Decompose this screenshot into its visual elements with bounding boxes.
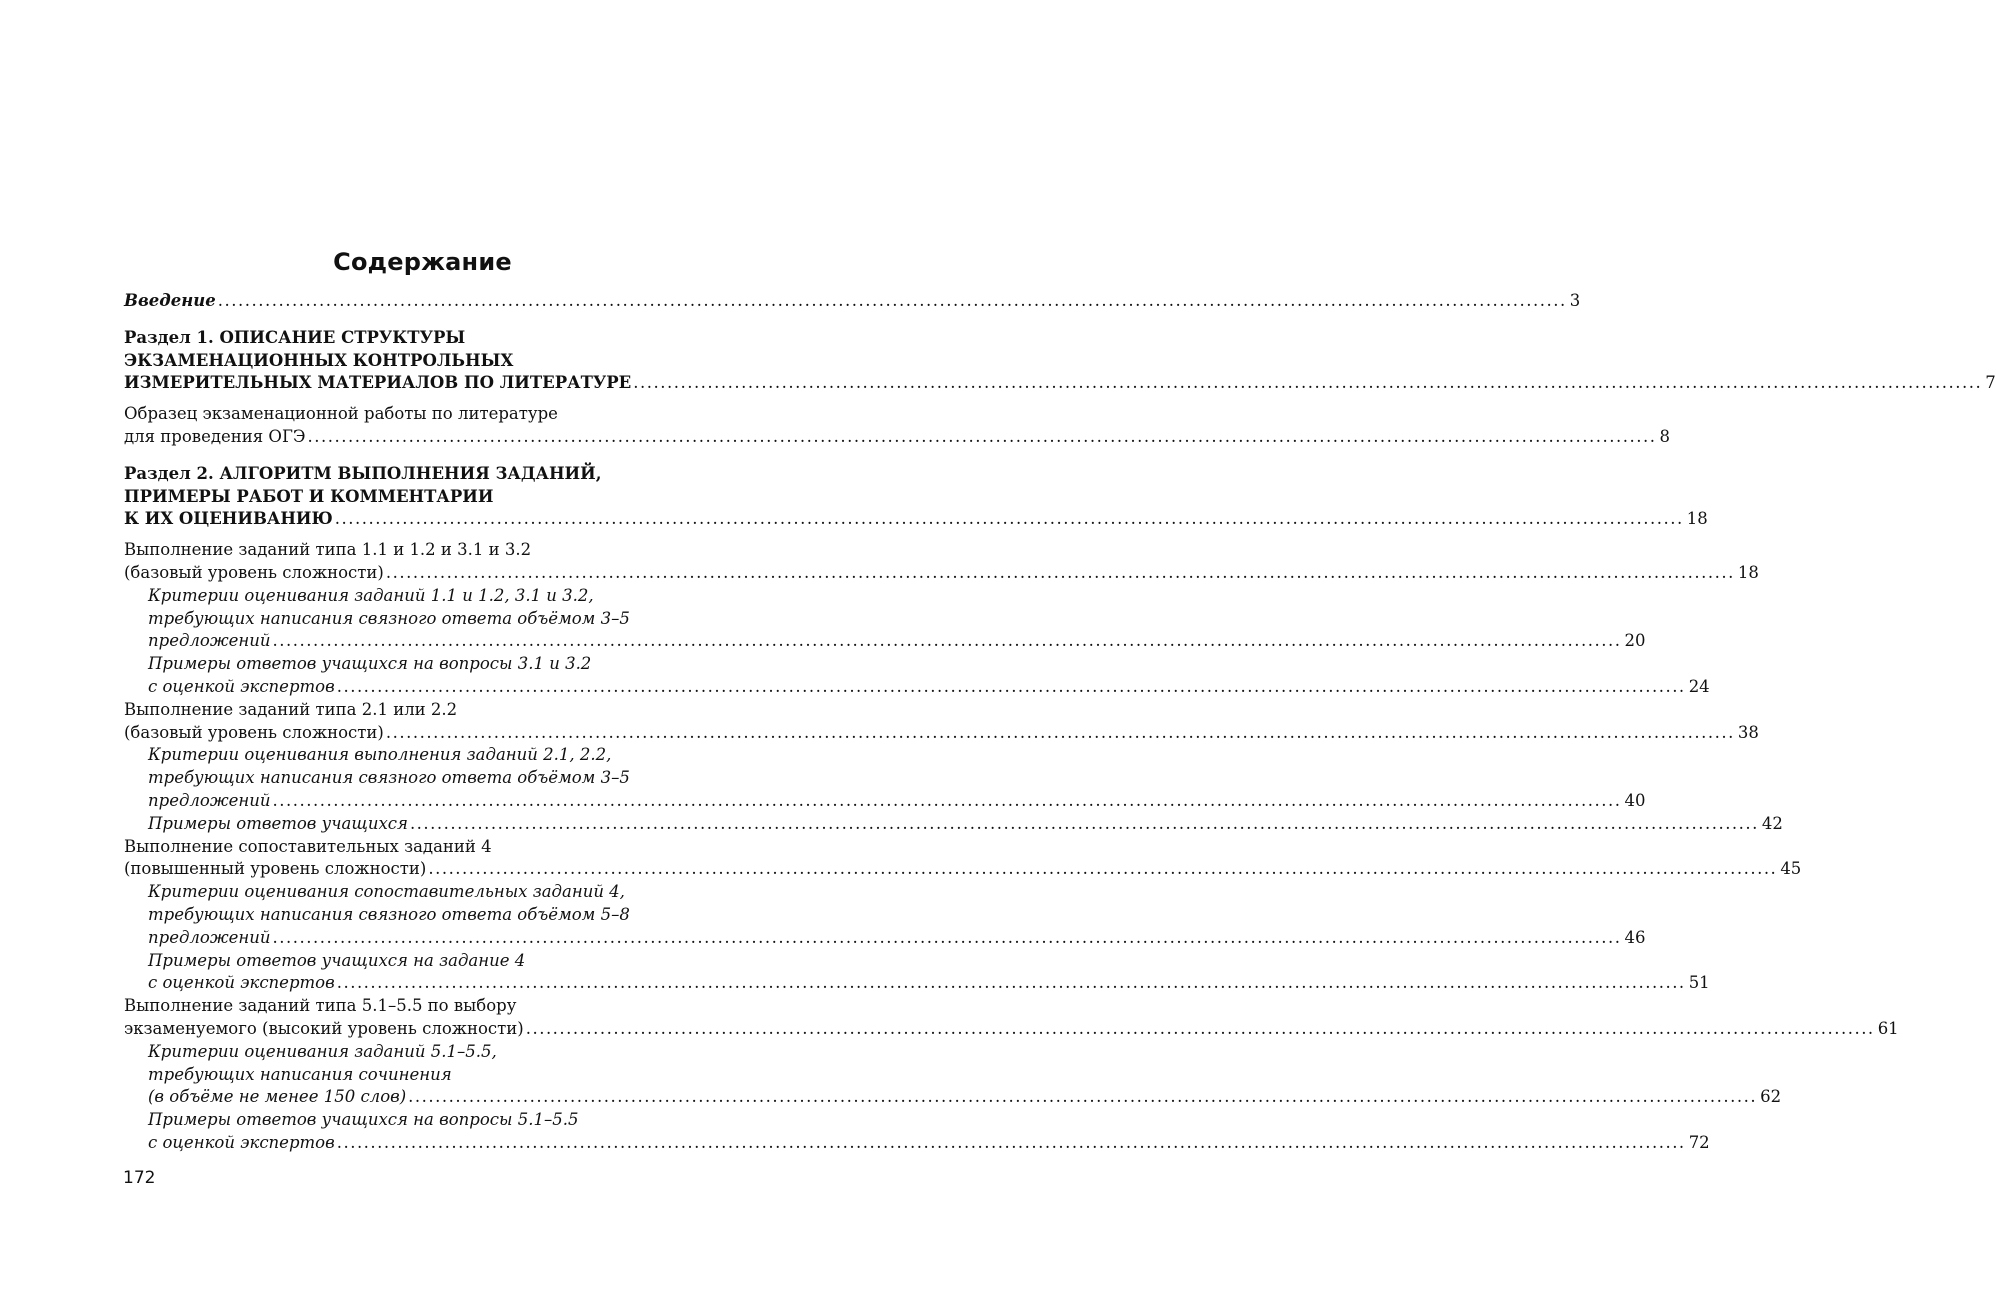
toc-entry-tasks-5[interactable] [124,995,1899,1041]
toc-page-number: 8 [1659,426,1670,446]
toc-page-number: 3 [1569,291,1581,310]
toc-page-number: 20 [1624,631,1646,651]
dot-leader: ........................................................................................................................................................................................................ [525,1018,1875,1038]
toc-entry-examples-4[interactable] [124,950,1710,996]
toc-entry-text: Выполнение сопоставительных заданий 4 [124,836,492,856]
toc-entry-introduction[interactable] [124,290,1581,313]
toc-page-number: 72 [1688,1132,1710,1152]
toc-entry-text: (повышенный уровень сложности) [124,859,427,879]
dot-leader: ........................................................................................................................................................................................................ [272,927,1622,947]
page-number: 172 [123,1168,156,1188]
toc-entry-text: Выполнение заданий типа 2.1 или 2.2 [124,699,458,719]
toc-entry-text: экзаменуемого (высокий уровень сложности) [124,1018,524,1038]
toc-entry-text: (в объёме не менее 150 слов) [148,1087,407,1107]
toc-page-number: 38 [1737,722,1759,742]
toc-entry-examples-3[interactable] [124,653,1710,699]
toc-entry-text: Примеры ответов учащихся на задание 4 [148,950,526,970]
toc-entry-text: Выполнение заданий типа 5.1–5.5 по выбору [124,996,517,1016]
toc-entry-text: предложений [148,927,271,947]
toc-entry-text: Раздел 2. АЛГОРИТМ ВЫПОЛНЕНИЯ ЗАДАНИЙ, [124,463,602,483]
dot-leader: ........................................................................................................................................................................................................ [217,291,1567,310]
toc-page-number: 7 [1985,373,1996,393]
toc-entry-text: Выполнение заданий типа 1.1 и 1.2 и 3.1 и 3.2 [124,540,532,560]
toc-entry-criteria-4[interactable] [124,881,1646,949]
dot-leader: ........................................................................................................................................................................................................ [307,426,1657,446]
toc-entry-text: (базовый уровень сложности) [124,722,384,742]
toc-entry-tasks-2[interactable] [124,699,1759,745]
toc-entry-section-2[interactable] [124,463,1708,531]
toc-entry-text: с оценкой экспертов [148,973,335,993]
toc-entry-text: Критерии оценивания сопоставительных заданий 4, [148,882,625,902]
toc-entry-criteria-5[interactable] [124,1041,1782,1109]
toc-page-number: 62 [1760,1087,1782,1107]
toc-entry-text: с оценкой экспертов [148,676,335,696]
dot-leader: ........................................................................................................................................................................................................ [336,1132,1686,1152]
toc-entry-tasks-4[interactable] [124,836,1802,882]
dot-leader: ........................................................................................................................................................................................................ [336,676,1686,696]
dot-leader: ........................................................................................................................................................................................................ [336,973,1686,993]
toc-entry-section-1[interactable] [124,327,1996,395]
toc-entry-text: (базовый уровень сложности) [124,562,384,582]
toc-entry-text: требующих написания связного ответа объёмом 3–5 [148,768,630,788]
toc-entry-text: Критерии оценивания заданий 5.1–5.5, [148,1041,497,1061]
toc-page-number: 45 [1780,859,1802,879]
toc-entry-text: К ИХ ОЦЕНИВАНИЮ [124,509,333,529]
dot-leader: ........................................................................................................................................................................................................ [385,722,1735,742]
toc-page-number: 51 [1688,973,1710,993]
toc-entry-text: ИЗМЕРИТЕЛЬНЫХ МАТЕРИАЛОВ ПО ЛИТЕРАТУРЕ [124,373,632,393]
dot-leader: ........................................................................................................................................................................................................ [272,790,1622,810]
toc-entry-criteria-2[interactable] [124,744,1646,812]
toc-entry-examples-5[interactable] [124,1109,1710,1155]
toc-entry-sample-exam[interactable] [124,403,1670,449]
dot-leader: ........................................................................................................................................................................................................ [272,631,1622,651]
toc-page-number: 61 [1877,1018,1899,1038]
toc-entry-text: Введение [124,291,216,310]
toc-entry-text: Образец экзаменационной работы по литературе [124,404,558,424]
dot-leader: ........................................................................................................................................................................................................ [334,509,1684,529]
toc-entry-text: предложений [148,790,271,810]
toc-entry-text: Примеры ответов учащихся на вопросы 5.1–5.5 [148,1110,579,1130]
toc-entry-text: ПРИМЕРЫ РАБОТ И КОММЕНТАРИИ [124,486,494,506]
toc-entry-text: для проведения ОГЭ [124,426,306,446]
toc-page-number: 24 [1688,676,1710,696]
toc-page-number: 46 [1624,927,1646,947]
toc-page-number: 18 [1737,562,1759,582]
toc-entry-text: Примеры ответов учащихся [148,813,408,833]
toc-entry-examples-2[interactable] [124,813,1783,836]
toc-entry-text: требующих написания связного ответа объёмом 3–5 [148,608,630,628]
dot-leader: ........................................................................................................................................................................................................ [408,1087,1758,1107]
dot-leader: ........................................................................................................................................................................................................ [409,813,1759,833]
toc-entry-text: с оценкой экспертов [148,1132,335,1152]
toc-entry-criteria-1-3[interactable] [124,585,1646,653]
toc-entry-tasks-1-3[interactable] [124,539,1759,585]
toc-entry-text: Примеры ответов учащихся на вопросы 3.1 и 3.2 [148,654,592,674]
toc-entry-text: Критерии оценивания выполнения заданий 2.1, 2.2, [148,745,612,765]
toc-entry-text: ЭКЗАМЕНАЦИОННЫХ КОНТРОЛЬНЫХ [124,350,514,370]
toc-page-number: 18 [1686,509,1708,529]
toc-page-number: 42 [1761,813,1783,833]
dot-leader: ........................................................................................................................................................................................................ [633,373,1983,393]
toc-entry-text: требующих написания сочинения [148,1064,452,1084]
page-title: Содержание [333,248,512,276]
toc-entry-text: Критерии оценивания заданий 1.1 и 1.2, 3.1 и 3.2, [148,585,594,605]
table-of-contents [124,290,1996,1155]
toc-entry-text: предложений [148,631,271,651]
dot-leader: ........................................................................................................................................................................................................ [385,562,1735,582]
toc-entry-text: требующих написания связного ответа объёмом 5–8 [148,904,630,924]
dot-leader: ........................................................................................................................................................................................................ [428,859,1778,879]
toc-entry-text: Раздел 1. ОПИСАНИЕ СТРУКТУРЫ [124,327,466,347]
toc-page-number: 40 [1624,790,1646,810]
